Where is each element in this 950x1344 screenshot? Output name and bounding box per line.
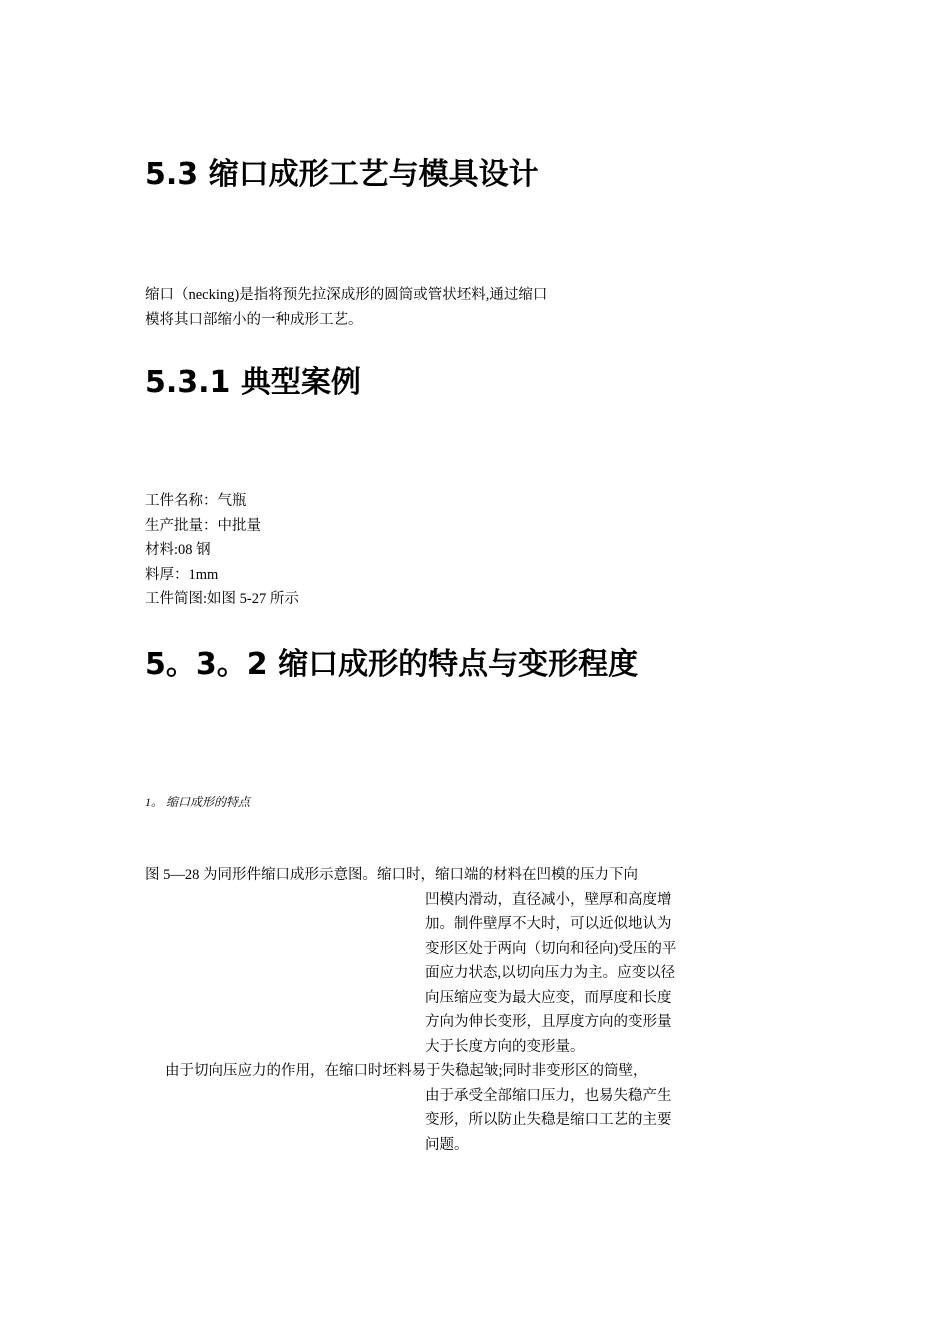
paragraph-line: 变形区处于两向（切向和径向)受压的平 (425, 940, 677, 957)
workpiece-name: 工件名称：气瓶 (145, 493, 247, 509)
paragraph-line: 大于长度方向的变形量。 (425, 1038, 585, 1055)
paragraph-line: 面应力状态,以切向压力为主。应变以径 (425, 965, 676, 981)
heading-5-3-2: 5。3。2 缩口成形的特点与变形程度 (145, 647, 639, 682)
heading-5-3-1: 5.3.1 典型案例 (145, 365, 361, 400)
workpiece-drawing: 工件简图:如图 5-27 所示 (145, 591, 299, 607)
paragraph-line: 加。制件壁厚不大时，可以近似地认为 (425, 916, 672, 932)
features-subtitle: 1。 缩口成形的特点 (145, 795, 251, 809)
material: 材料:08 钢 (145, 542, 211, 558)
paragraph-line: 由于承受全部缩口压力，也易失稳产生 (425, 1087, 672, 1104)
intro-paragraph (145, 283, 547, 332)
paragraph-line: 向压缩应变为最大应变，而厚度和长度 (425, 989, 672, 1006)
production-batch: 生产批量：中批量 (145, 517, 261, 534)
paragraph-line: 图 5—28 为同形件缩口成形示意图。缩口时，缩口端的材料在凹模的压力下向 (145, 867, 638, 883)
intro-line: 模将其口部缩小的一种成形工艺。 (145, 311, 363, 328)
paragraph-line: 方向为伸长变形，且厚度方向的变形量 (425, 1014, 672, 1030)
paragraph-line: 凹模内滑动，直径减小，壁厚和高度增 (425, 891, 672, 908)
material-thickness: 料厚：1mm (145, 566, 219, 583)
features-paragraph-1 (145, 863, 676, 1157)
paragraph-line: 问题。 (425, 1136, 469, 1153)
paragraph-line: 由于切向压应力的作用，在缩口时坯料易于失稳起皱;同时非变形区的筒壁， (165, 1063, 648, 1079)
case-info-list (145, 489, 299, 612)
heading-5-3: 5.3 缩口成形工艺与模具设计 (145, 157, 539, 192)
intro-line: 缩口（necking)是指将预先拉深成形的圆筒或管状坯料,通过缩口 (145, 287, 548, 303)
paragraph-line: 变形，所以防止失稳是缩口工艺的主要 (425, 1112, 672, 1128)
